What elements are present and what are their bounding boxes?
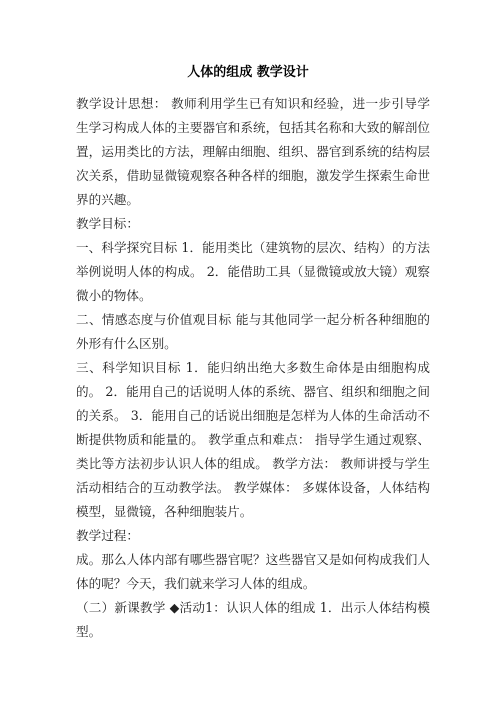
document-title: 人体的组成 教学设计 [187, 65, 309, 80]
paragraph-inquiry-objective: 一、科学探究目标 1．能用类比（建筑物的层次、结构）的方法举例说明人体的构成。 2．能借助工具（显微镜或放大镜）观察微小的物体。 [76, 240, 430, 303]
paragraph-introduction: 成。那么人体内部有哪些器官呢？这些器官又是如何构成我们人体的呢？今天，我们就来学习人体的组成。 [76, 552, 430, 591]
paragraph-process-heading: 教学过程： [76, 528, 139, 543]
document-body [76, 92, 430, 644]
paragraph-new-lesson: （二）新课教学 ◆活动1：认识人体的组成 1．出示人体结构模型。 [76, 600, 430, 639]
paragraph-knowledge-objective: 三、科学知识目标 1．能归纳出绝大多数生命体是由细胞构成的。 2．能用自己的话说明人体的系统、器官、组织和细胞之间的关系。 3．能用自己的话说出细胞是怎样为人体的生命活动不断提供物质和能量的。 教学重点和难点： 指导学生通过观察、类比等方法初步认识人体的组成。 教学方法： 教师讲授与学生活动相结合的互动教学法。 教学媒体： 多媒体设备，人体结构模型，显微镜，各种细胞装片。 [76, 360, 430, 519]
paragraph-objectives-heading: 教学目标： [76, 216, 139, 231]
paragraph-design-idea: 教学设计思想： 教师利用学生已有知识和经验，进一步引导学生学习构成人体的主要器官和系统，包括其名称和大致的解剖位置，运用类比的方法，理解由细胞、组织、器官到系统的结构层次关系，借助显微镜观察各种各样的细胞，激发学生探索生命世界的兴趣。 [76, 96, 430, 207]
paragraph-attitude-objective: 二、情感态度与价值观目标 能与其他同学一起分析各种细胞的外形有什么区别。 [76, 312, 430, 351]
